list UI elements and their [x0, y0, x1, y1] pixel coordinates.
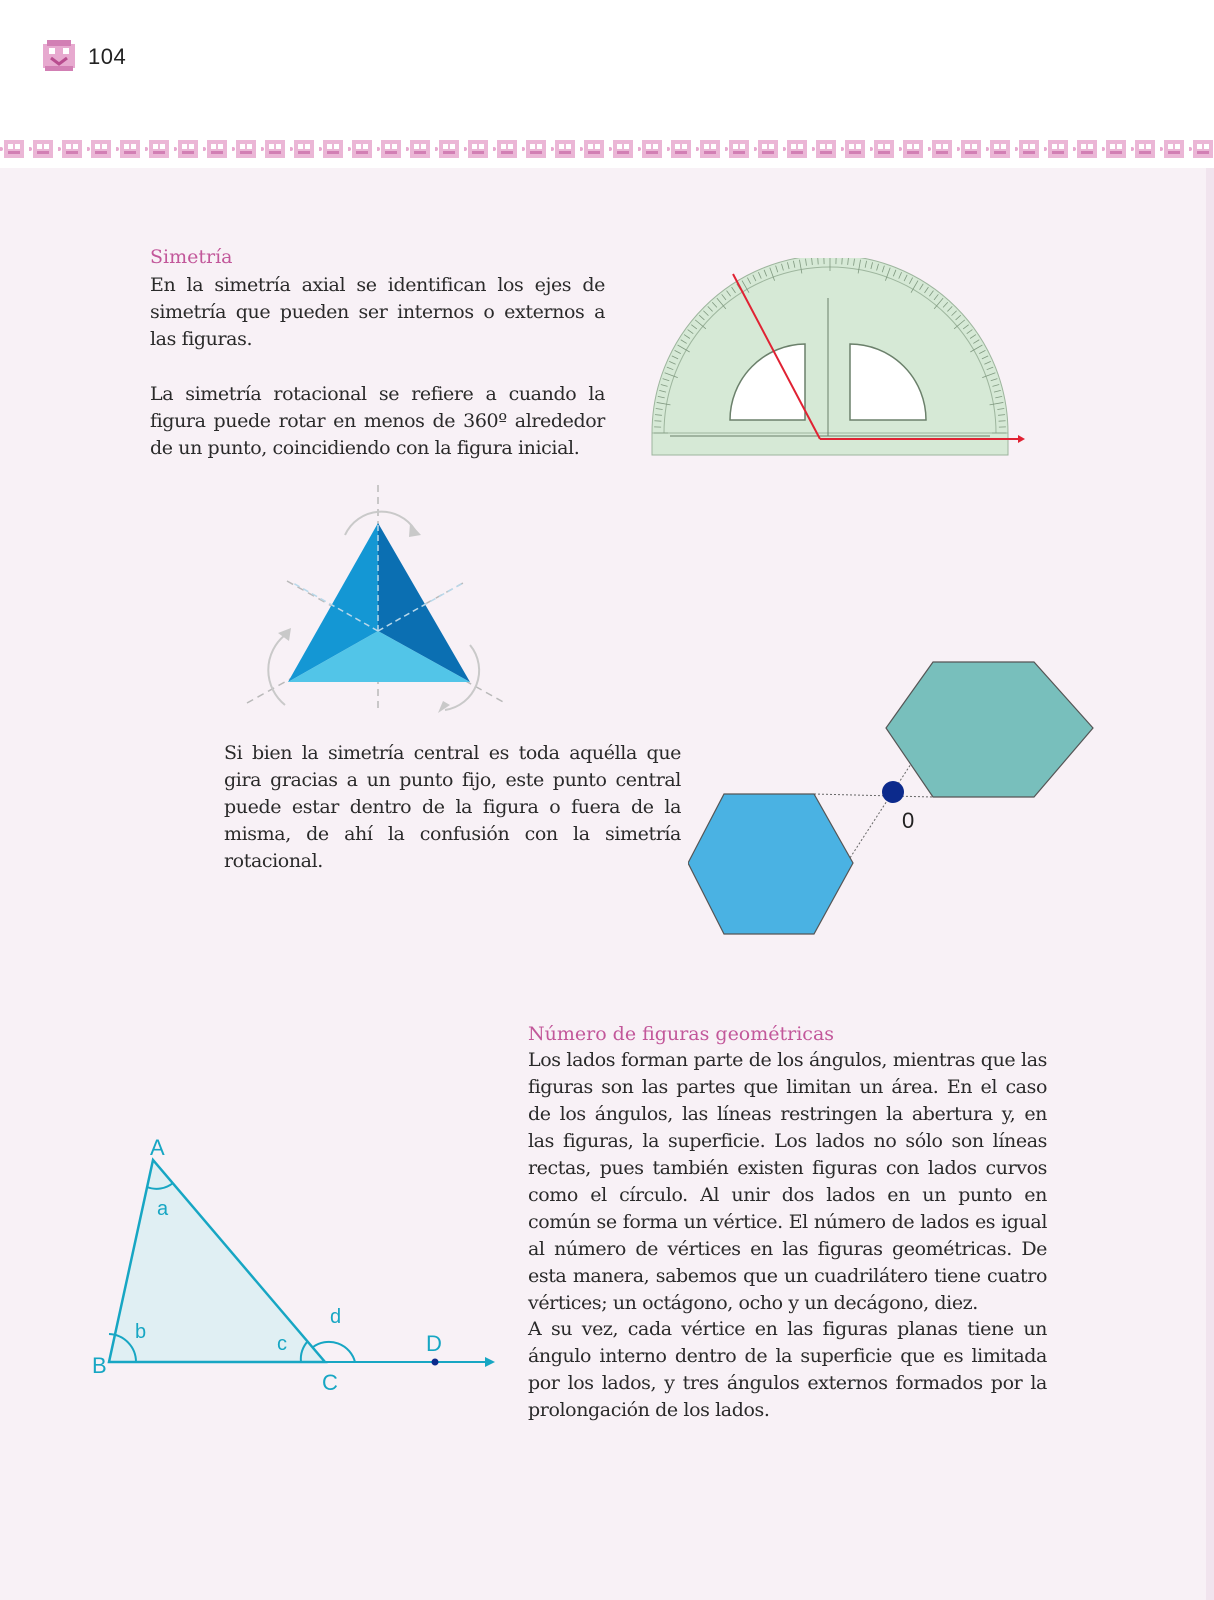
- page-edge: [1206, 168, 1214, 1600]
- vertex-b-label: B: [92, 1353, 107, 1378]
- simetria-heading: Simetría: [150, 246, 233, 268]
- central-symmetry-text: Si bien la simetría central es toda aquélla que gira gracias a un punto fijo, este punto central puede estar dentro de la figura o fuera de la misma, de ahí la confusión con la simetría rotacional.: [224, 742, 681, 872]
- aztec-glyph-icon: [41, 38, 77, 74]
- numero-paragraph-2: A su vez, cada vértice en las figuras planas tiene un ángulo interno dentro de la superficie que es limitada por los lados, y tres ángulos externos formados por la prolongación de los lados.: [528, 1318, 1047, 1421]
- angle-c-label: c: [277, 1333, 287, 1355]
- protractor-illustration: [650, 258, 1030, 468]
- center-label: 0: [902, 808, 915, 833]
- point-d-label: D: [426, 1331, 442, 1356]
- page-number: 104: [88, 44, 127, 69]
- axial-symmetry-text: En la simetría axial se identifican los ejes de simetría que pueden ser internos o externos a las figuras.: [150, 274, 605, 350]
- aztec-pattern-band: [0, 136, 1214, 162]
- angle-d-label: d: [330, 1306, 342, 1328]
- triangle-angles-figure: [85, 1125, 505, 1395]
- numero-figuras-heading: Número de figuras geométricas: [528, 1023, 835, 1045]
- vertex-c-label: C: [322, 1370, 338, 1395]
- numero-paragraph-1: Los lados forman parte de los ángulos, mientras que las figuras son las partes que limitan un área. En el caso de los ángulos, las líneas restringen la abertura y, en las figuras, la superficie. Los lados no sólo son líneas rectas, pues también existen figuras con lados curvos como el círculo. Al unir dos lados en un punto en común se forma un vértice. El número de lados es igual al número de vértices en las figuras geométricas. De esta manera, sabemos que un cuadrilátero tiene cuatro vértices; un octágono, ocho y un decágono, diez.: [528, 1049, 1047, 1314]
- central-symmetry-hexagons: [688, 655, 1098, 940]
- angle-a-label: a: [157, 1198, 169, 1220]
- rotational-triangle-figure: [245, 485, 515, 725]
- rotational-symmetry-text: La simetría rotacional se refiere a cuando la figura puede rotar en menos de 360º alrededor de un punto, coincidiendo con la figura inicial.: [150, 383, 605, 459]
- vertex-a-label: A: [150, 1135, 165, 1160]
- angle-b-label: b: [135, 1321, 147, 1343]
- center-point: [882, 781, 904, 803]
